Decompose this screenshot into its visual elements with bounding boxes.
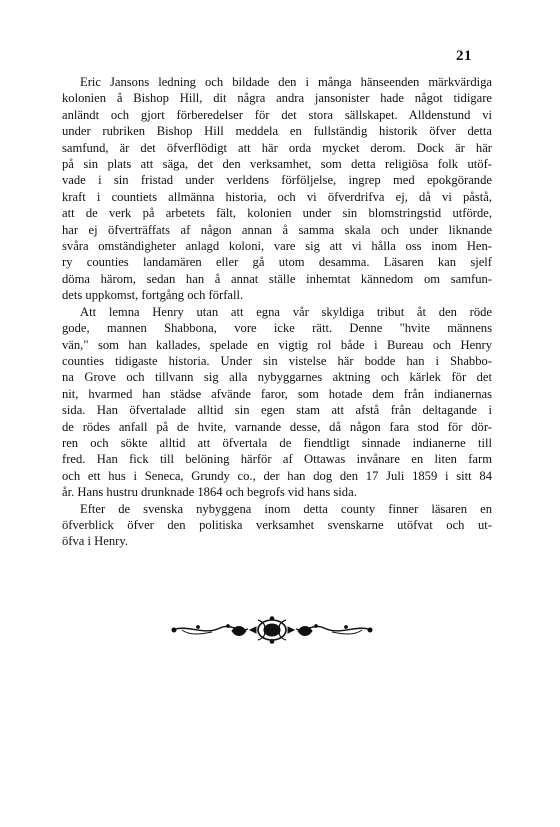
text-line: fred. Han fick till belöning härför af Ottawas invånare en liten farm: [62, 452, 492, 467]
body-text: [62, 74, 492, 550]
text-line: kolonien å Bishop Hill, dit några andra jansonister hade något tidigare: [62, 91, 492, 106]
text-line: de rödes anfall på de hvite, varnande desse, då någon fara stod för dör-: [62, 419, 492, 434]
text-line: vade i sin fristad under verldens förföljelse, ingrep med epokgörande: [62, 173, 492, 188]
text-line: na Grove och tillvann sig alla nybyggarnes aktning och kärlek för det: [62, 370, 492, 385]
text-line: öfva i Henry.: [62, 534, 128, 549]
text-line: ren och sökte alltid att öfvertala de fiendtligt sinnade indianerne till: [62, 435, 492, 450]
text-line: kraft i countiets allmänna historia, och vi öfverdrifva ej, då vi påstå,: [62, 189, 492, 204]
text-line: på sin plats att säga, det den verksamhet, som detta religiösa folk utöf-: [62, 157, 492, 172]
text-line: döma härom, sedan han å annat ställe inhemtat kännedom om samfun-: [62, 271, 492, 286]
text-line: år. Hans hustru drunknade 1864 och begrofs vid hans sida.: [62, 485, 357, 500]
paragraph-1: [62, 74, 492, 304]
text-line: counties tidigaste historia. Under sin vistelse här bodde han i Shabbo-: [62, 353, 492, 368]
text-line: att de verk på arbetets fält, kolonien under sin blomstringstid utförde,: [62, 206, 492, 221]
floral-ornament-icon: [168, 616, 376, 644]
paragraph-3: [62, 501, 492, 550]
text-line: och ett hus i Seneca, Grundy co., der han dog den 17 Juli 1859 i sitt 84: [62, 468, 492, 483]
text-line: öfverblick öfver den politiska verksamhet svenskarne utöfvat och ut-: [62, 517, 492, 532]
text-line: gode, mannen Shabbona, vore icke rätt. Denne "hvite männens: [62, 321, 492, 336]
text-line: dets uppkomst, fortgång och förfall.: [62, 288, 244, 303]
text-line: Efter de svenska nybyggena inom detta county finner läsaren en: [80, 501, 492, 516]
text-line: anländt och gjort förberedelser för det stora sällskapet. Alldenstund vi: [62, 107, 492, 122]
text-line: svåra omständigheter anlagd koloni, vare sig att vi hålla oss inom Hen-: [62, 239, 492, 254]
text-line: under rubriken Bishop Hill meddela en fullständig historik öfver detta: [62, 124, 492, 139]
text-line: nit, hvarmed han städse afvände faror, som hotade dem från indianernas: [62, 386, 492, 401]
text-line: har ej öfverträffats af någon annan å samma skala och under liknande: [62, 222, 492, 237]
text-line: vän," som han kallades, spelade en vigtig rol både i Bureau och Henry: [62, 337, 492, 352]
text-line: Att lemna Henry utan att egna vår skyldiga tribut åt den röde: [80, 304, 492, 319]
page-number: 21: [456, 48, 472, 64]
text-line: Eric Jansons ledning och bildade den i många hänseenden märkvärdiga: [80, 75, 492, 89]
text-line: samfund, är det öfverflödigt att här orda mycket derom. Dock är här: [62, 140, 492, 155]
paragraph-2: [62, 304, 492, 501]
text-line: ry counties landamären eller gå utom desamma. Läsaren kan sjelf: [62, 255, 492, 270]
text-line: sida. Han öfvertalade alltid sin egen stam att afstå från deltagande i: [62, 403, 492, 418]
